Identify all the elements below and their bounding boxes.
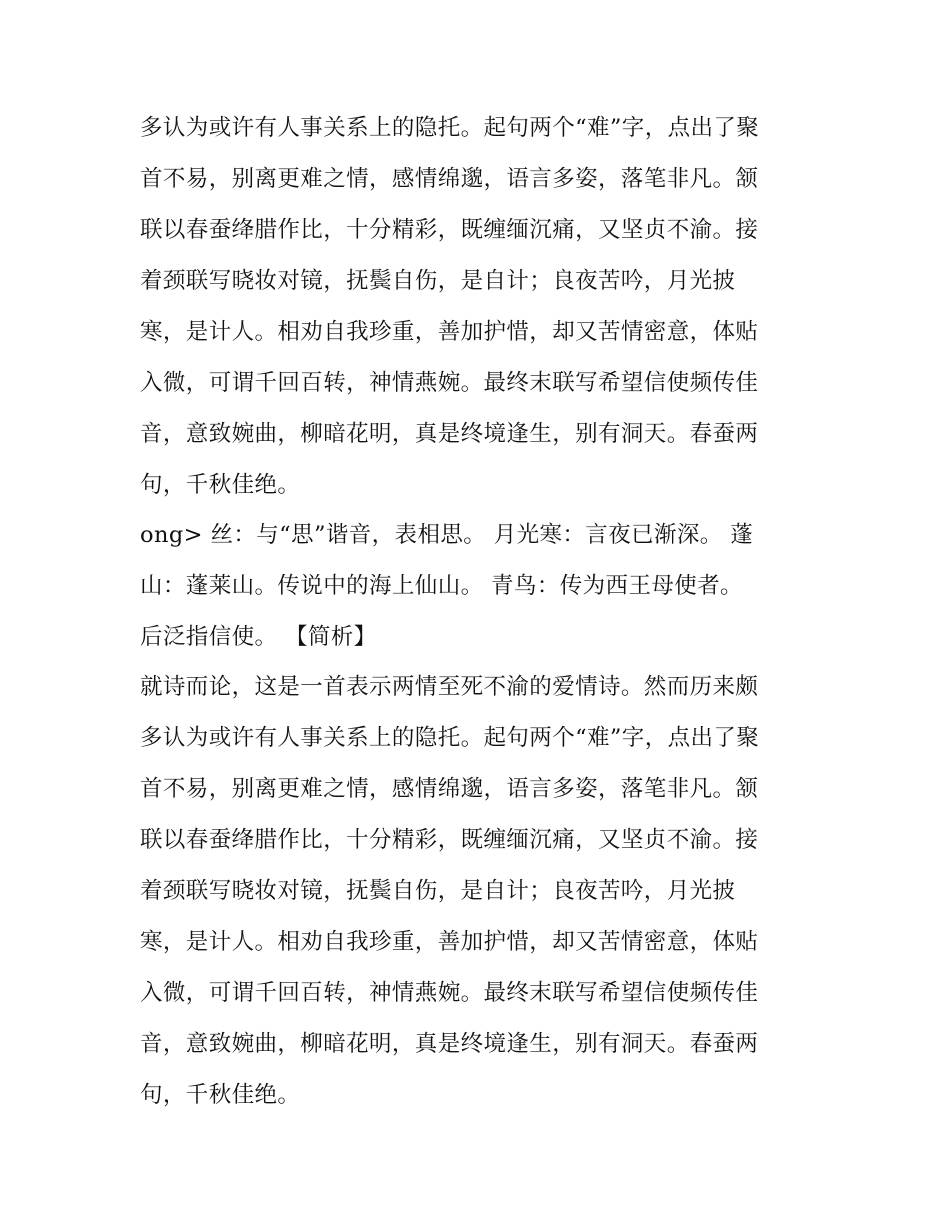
text-line: 着颈联写晓妆对镜，抚鬓自伤，是自计；良夜苦吟，月光披 <box>140 268 736 294</box>
annotation-notes <box>140 510 820 663</box>
text-line: 多认为或许有人事关系上的隐托。起句两个“难”字，点出了聚 <box>140 115 760 141</box>
text-line: 句，千秋佳绝。 <box>140 1082 301 1108</box>
text-line: 联以春蚕绛腊作比，十分精彩，既缠缅沉痛，又坚贞不渝。接 <box>140 217 759 243</box>
text-line: 后泛指信使。 【简析】 <box>140 624 377 650</box>
text-line: 音，意致婉曲，柳暗花明，真是终境逢生，别有洞天。春蚕两 <box>140 421 759 447</box>
paragraph-analysis-continued <box>140 103 820 511</box>
text-line: 入微，可谓千回百转，神情燕婉。最终末联写希望信使频传佳 <box>140 980 759 1006</box>
text-line: 句，千秋佳绝。 <box>140 472 301 498</box>
paragraph-analysis <box>140 662 820 1121</box>
text-line: 着颈联写晓妆对镜，抚鬓自伤，是自计；良夜苦吟，月光披 <box>140 878 736 904</box>
text-line: 入微，可谓千回百转，神情燕婉。最终末联写希望信使频传佳 <box>140 370 759 396</box>
text-line: 多认为或许有人事关系上的隐托。起句两个“难”字，点出了聚 <box>140 725 760 751</box>
text-line: ong> 丝：与“思”谐音，表相思。 月光寒：言夜已渐深。 蓬 <box>140 522 754 548</box>
text-line: 寒，是计人。相劝自我珍重，善加护惜，却又苦情密意，体贴 <box>140 929 759 955</box>
text-line: 首不易，别离更难之情，感情绵邈，语言多姿，落笔非凡。颔 <box>140 776 759 802</box>
text-line: 联以春蚕绛腊作比，十分精彩，既缠缅沉痛，又坚贞不渝。接 <box>140 827 759 853</box>
text-line: 首不易，别离更难之情，感情绵邈，语言多姿，落笔非凡。颔 <box>140 166 759 192</box>
text-line: 音，意致婉曲，柳暗花明，真是终境逢生，别有洞天。春蚕两 <box>140 1031 759 1057</box>
text-line: 就诗而论，这是一首表示两情至死不渝的爱情诗。然而历来颇 <box>140 674 759 700</box>
text-line: 山：蓬莱山。传说中的海上仙山。 青鸟：传为西王母使者。 <box>140 573 743 599</box>
text-line: 寒，是计人。相劝自我珍重，善加护惜，却又苦情密意，体贴 <box>140 319 759 345</box>
